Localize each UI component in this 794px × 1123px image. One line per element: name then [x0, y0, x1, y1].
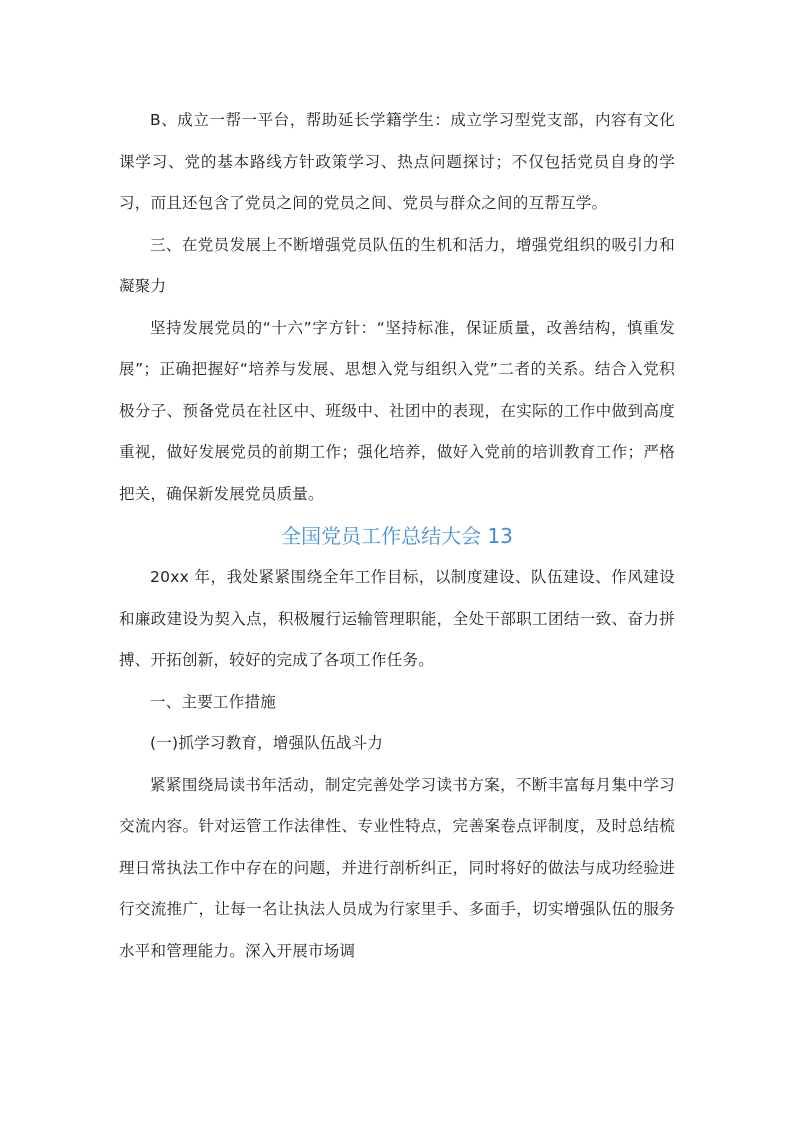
document-body: [119, 100, 675, 972]
subheading: 一、主要工作措施: [150, 692, 277, 711]
section-heading-item: 三、在党员发展上不断增强党员队伍的生机和活力，增强党组织的吸引力和凝聚力: [119, 235, 675, 295]
section-title: 全国党员工作总结大会 13: [281, 524, 513, 548]
paragraph: 紧紧围绕局读书年活动，制定完善处学习读书方案，不断丰富每月集中学习交流内容。针对运管工作法律性、专业性特点，完善案卷点评制度，及时总结梳理日常执法工作中存在的问题，并进行剖析纠正，同时将好的做法与成功经验进行交流推广，让每一名让执法人员成为行家里手、多面手，切实增强队伍的服务水平和管理能力。深入开展市场调: [119, 775, 675, 960]
paragraph: 20xx 年，我处紧紧围绕全年工作目标，以制度建设、队伍建设、作风建设和廉政建设为契入点，积极履行运输管理职能，全处干部职工团结一致、奋力拼搏、开拓创新，较好的完成了各项工作任务。: [119, 568, 675, 669]
paragraph: 坚持发展党员的“十六”字方针：“坚持标准，保证质量，改善结构，慎重发展”；正确把握好“培养与发展、思想入党与组织入党”二者的关系。结合入党积极分子、预备党员在社区中、班级中、社团中的表现，在实际的工作中做到高度重视，做好发展党员的前期工作；强化培养，做好入党前的培训教育工作；严格把关，确保新发展党员质量。: [119, 318, 675, 503]
paragraph: B、成立一帮一平台，帮助延长学籍学生：成立学习型党支部，内容有文化课学习、党的基本路线方针政策学习、热点问题探讨；不仅包括党员自身的学习，而且还包含了党员之间的党员之间、党员与群众之间的互帮互学。: [119, 111, 675, 212]
subheading: (一)抓学习教育，增强队伍战斗力: [150, 734, 384, 752]
